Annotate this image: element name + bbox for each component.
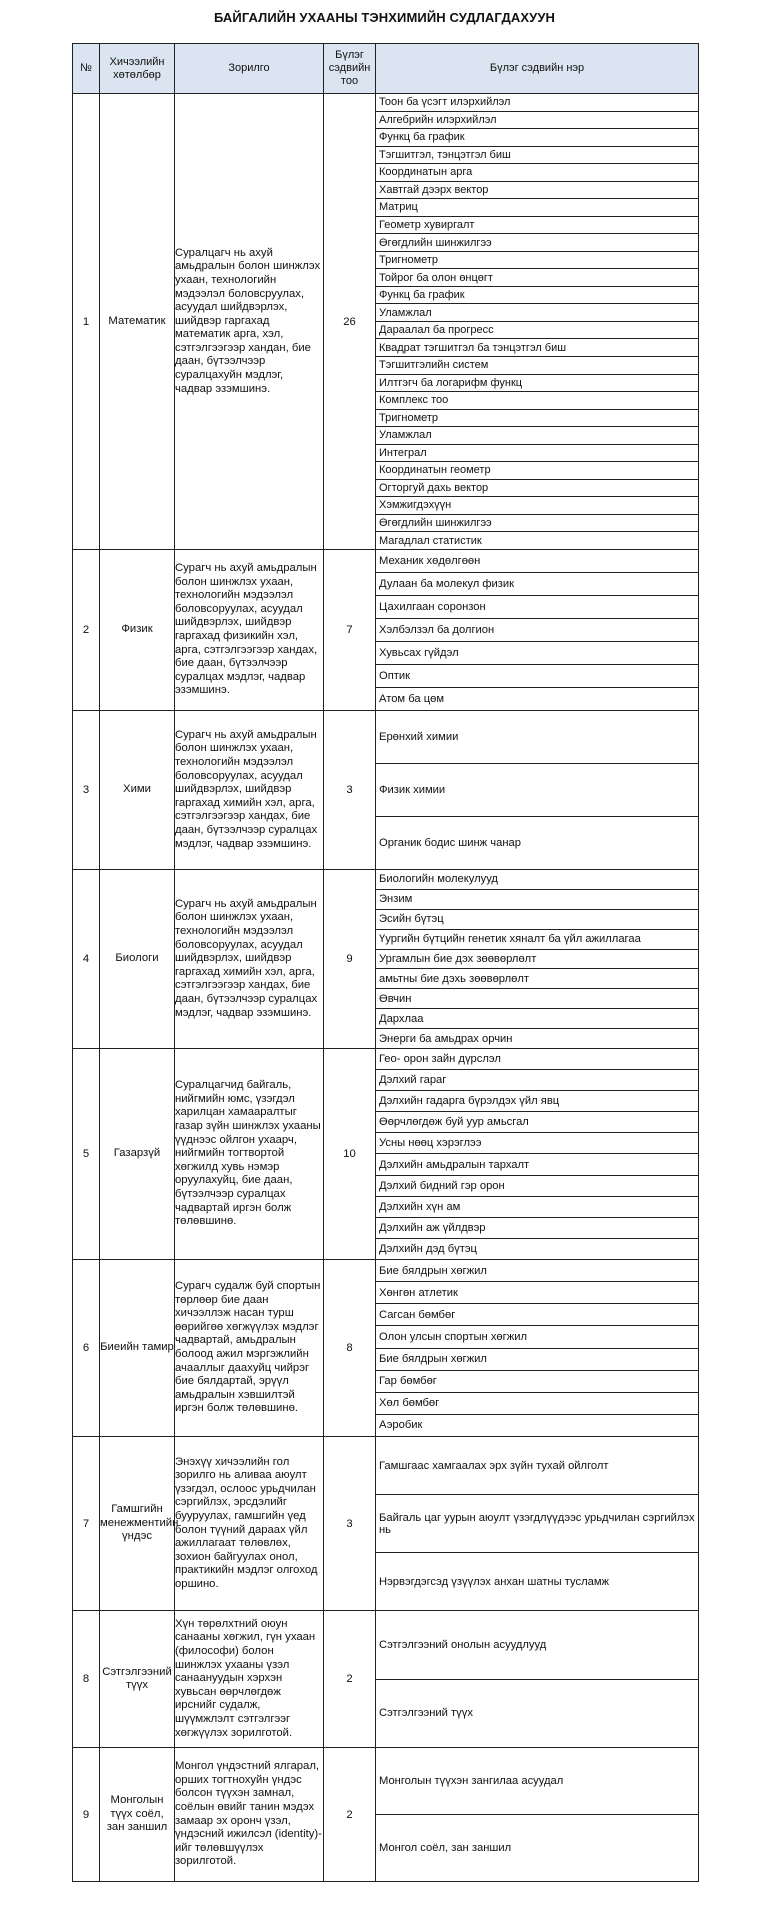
topic-item: Эсийн бүтэц [376, 909, 698, 929]
program-name: Физик [100, 550, 175, 711]
topic-list [376, 1437, 698, 1610]
topic-item: Өгөгдлийн шинжилгээ [376, 514, 698, 532]
topic-item: Биологийн молекулууд [379, 873, 498, 886]
program-goal: Хүн төрөлхтний оюун санааны хөгжил, гүн ухаан (философи) болон шинжлэх ухааны үзэл санаануудын хэрхэн хувьсан өөрчлөгдөж ирснийг судалж, шүүмжлэлт сэтгэлгээг хөгжүүлэх зорилготой. [175, 1611, 324, 1748]
program-name: Хими [100, 711, 175, 870]
page-title: БАЙГАЛИЙН УХААНЫ ТЭНХИМИЙН СУДЛАГДАХУУН [213, 10, 556, 25]
row-number: 3 [73, 711, 100, 870]
topic-item: Усны нөөц хэрэглээ [376, 1132, 698, 1153]
topic-item: Дэлхийн амьдралын тархалт [376, 1153, 698, 1174]
program-name: Математик [100, 94, 175, 550]
row-number: 7 [73, 1437, 100, 1611]
topic-item: Ургамлын бие дэх зөөвөрлөлт [376, 949, 698, 969]
topic-item: Нэрвэгдэгсэд үзүүлэх анхан шатны тусламж [376, 1552, 698, 1610]
topic-list-cell [376, 94, 699, 550]
topic-list-cell [376, 1260, 699, 1437]
topic-item: Тоон ба үсэгт илэрхийлэл [379, 96, 511, 109]
table-row [73, 1748, 699, 1882]
header-row [73, 44, 699, 94]
topic-count: 26 [324, 94, 376, 550]
row-number: 6 [73, 1260, 100, 1437]
header-topics: Бүлэг сэдвийн нэр [376, 44, 699, 94]
topic-item: Уламжлал [376, 426, 698, 444]
topic-item: Өөрчлөгдөж буй уур амьсгал [376, 1111, 698, 1132]
topic-item: Координатын геометр [376, 461, 698, 479]
topic-list-cell [376, 1748, 699, 1882]
topic-item: Ерөнхий химии [379, 731, 459, 743]
table-row [73, 1437, 699, 1611]
topic-item: Сагсан бөмбөг [376, 1303, 698, 1325]
topic-list [376, 1748, 698, 1881]
topic-item: Алгебрийн илэрхийлэл [376, 111, 698, 129]
topic-list [376, 711, 698, 869]
topic-item: Атом ба цөм [376, 687, 698, 710]
header-program: Хичээлийн хөтөлбөр [100, 44, 175, 94]
row-number: 2 [73, 550, 100, 711]
topic-item: Интеграл [376, 444, 698, 462]
program-name: Биеийн тамир [100, 1260, 175, 1437]
topic-item: Дэлхийн гадарга бүрэлдэх үйл явц [376, 1090, 698, 1111]
topic-item: Хөнгөн атлетик [376, 1281, 698, 1303]
topic-list [376, 550, 698, 710]
program-name: Гамшгийн менежментийн үндэс [100, 1437, 175, 1611]
topic-item: Дэлхийн дэд бүтэц [376, 1238, 698, 1259]
program-goal: Сурагч нь ахуй амьдралын болон шинжлэх ухаан, технологийн мэдээлэл боловсоруулах, асуудал шийдвэрлэх, шийдвэр гаргахад химийн хэл, арга, сэтгэлгээгээр хандах, бие даан, бүтээлчээр суралцах мэдлэг, чадвар эзэмшинэ. [175, 711, 324, 870]
topic-item: Уламжлал [376, 303, 698, 321]
topic-count: 7 [324, 550, 376, 711]
topic-count: 8 [324, 1260, 376, 1437]
row-number: 5 [73, 1049, 100, 1260]
topic-item: Хөл бөмбөг [376, 1392, 698, 1414]
topic-list [376, 1260, 698, 1436]
topic-item: Дэлхийн аж үйлдвэр [376, 1217, 698, 1238]
topic-item: Комплекс тоо [376, 391, 698, 409]
topic-item: Магадлал статистик [376, 531, 698, 549]
topic-item: Цахилгаан соронзон [376, 595, 698, 618]
topic-item: Хавтгай дээрх вектор [376, 181, 698, 199]
header-num: № [73, 44, 100, 94]
topic-list-cell [376, 870, 699, 1049]
topic-item: амьтны бие дэхь зөөвөрлөлт [376, 968, 698, 988]
topic-count: 3 [324, 1437, 376, 1611]
topic-count: 2 [324, 1748, 376, 1882]
row-number: 1 [73, 94, 100, 550]
topic-list [376, 1049, 698, 1259]
topic-item: Оптик [376, 664, 698, 687]
topic-item: Дараалал ба прогресс [376, 321, 698, 339]
table-row [73, 1260, 699, 1437]
topic-item: Механик хөдөлгөөн [379, 555, 481, 567]
topic-item: Гамшгаас хамгаалах эрх зүйн тухай ойлголт [379, 1459, 609, 1472]
program-goal: Монгол үндэстний ялгарал, орших тогтнохуйн үндэс болсон түүхэн замнал, соёлын өвийг танин мэдэх замаар эх оронч үзэл, үндэсний ижилсэл (identity)-ийг төлөвшүүлэх зорилготой. [175, 1748, 324, 1882]
topic-count: 2 [324, 1611, 376, 1748]
table-row [73, 94, 699, 550]
topic-list-cell [376, 711, 699, 870]
row-number: 9 [73, 1748, 100, 1882]
program-goal: Сурагч судалж буй спортын төрлөөр бие даан хичээллэж насан турш өөрийгөө хөгжүүлэх мэдлэг чадвартай, амьдралын болоод ажил мэргэжлийн ачааллыг даахуйц чийрэг бие бялдартай, эрүүл амьдралын хэвшилтэй иргэн болж төлөвшинө. [175, 1260, 324, 1437]
topic-item: Үургийн бүтцийн генетик хяналт ба үйл ажиллагаа [376, 929, 698, 949]
topic-item: Тригнометр [376, 409, 698, 427]
program-name: Сэтгэлгээний түүх [100, 1611, 175, 1748]
topic-item: Хэмжигдэхүүн [376, 496, 698, 514]
topic-list-cell [376, 550, 699, 711]
topic-item: Бие бялдрын хөгжил [376, 1348, 698, 1370]
topic-item: Аэробик [376, 1414, 698, 1436]
topic-item: Олон улсын спортын хөгжил [376, 1325, 698, 1347]
topic-item: Өгөгдлийн шинжилгээ [376, 233, 698, 251]
topic-item: Тойрог ба олон өнцөгт [376, 268, 698, 286]
program-name: Монголын түүх соёл, зан заншил [100, 1748, 175, 1882]
row-number: 4 [73, 870, 100, 1049]
table-row [73, 1049, 699, 1260]
table-row [73, 1611, 699, 1748]
program-name: Газарзүй [100, 1049, 175, 1260]
topic-item: Физик химии [376, 763, 698, 816]
topic-item: Байгаль цаг уурын аюулт үзэгдлүүдээс урьдчилан сэргийлэх нь [376, 1494, 698, 1552]
program-goal: Энэхүү хичээлийн гол зорилго нь аливаа аюулт үзэгдэл, ослоос урьдчилан сэргийлэх, эрсдэлийг бууруулах, гамшгийн үед болон түүний дараах үйл ажиллагаат төлөвлөх, зохион байгуулах онол, практикийн мэдлэг олгоход оршино. [175, 1437, 324, 1611]
topic-item: Квадрат тэгшитгэл ба тэнцэтгэл биш [376, 338, 698, 356]
topic-list-cell [376, 1611, 699, 1748]
topic-item: Энерги ба амьдрах орчин [376, 1028, 698, 1048]
topic-item: Сэтгэлгээний түүх [376, 1679, 698, 1748]
topic-item: Гео- орон зайн дүрслэл [379, 1053, 501, 1066]
topic-item: Сэтгэлгээний онолын асуудлууд [379, 1638, 547, 1651]
topic-item: Дулаан ба молекул физик [376, 572, 698, 595]
topic-item: Өвчин [376, 988, 698, 1008]
topic-item: Хэлбэлзэл ба долгион [376, 618, 698, 641]
topic-count: 3 [324, 711, 376, 870]
topic-item: Органик бодис шинж чанар [376, 816, 698, 869]
topic-item: Бие бялдрын хөгжил [379, 1264, 487, 1277]
topic-list [376, 1611, 698, 1747]
topic-list-cell [376, 1437, 699, 1611]
program-name: Биологи [100, 870, 175, 1049]
topic-item: Координатын арга [376, 163, 698, 181]
topic-item: Монголын түүхэн зангилаа асуудал [379, 1775, 564, 1787]
topic-count: 10 [324, 1049, 376, 1260]
topic-item: Функц ба график [376, 286, 698, 304]
topic-item: Тэгшитгэлийн систем [376, 356, 698, 374]
topic-item: Тригнометр [376, 251, 698, 269]
table-body [73, 94, 699, 1882]
table-row [73, 550, 699, 711]
table-row [73, 711, 699, 870]
topic-item: Дэлхий гараг [376, 1069, 698, 1090]
program-goal: Суралцагчид байгаль, нийгмийн юмс, үзэгдэл харилцан хамааралтыг газар зүйн шинжлэх ухааны үүднээс ойлгон ухаарч, нийгмийн тогтвортой хөгжилд хувь нэмэр оруулахуйц, бие даан, бүтээлчээр суралцах чадвартай иргэн болж төлөвшинө. [175, 1049, 324, 1260]
header-count: Бүлэг сэдвийн тоо [324, 44, 376, 94]
topic-item: Дэлхийн хүн ам [376, 1196, 698, 1217]
topic-item: Геометр хувиргалт [376, 216, 698, 234]
program-goal: Суралцагч нь ахуй амьдралын болон шинжлэх ухаан, технологийн мэдээлэл боловсруулах, асуудал шийдвэрлэх, шийдвэр гаргахад математик арга, хэл, сэтгэлгээгээр хандан, бие даан, бүтээлчээр суралцахуйн мэдлэг, чадвар эзэмшинэ. [175, 94, 324, 550]
curriculum-table [72, 43, 699, 1882]
topic-list [376, 94, 698, 549]
topic-item: Гар бөмбөг [376, 1370, 698, 1392]
topic-count: 9 [324, 870, 376, 1049]
topic-item: Огторгуй дахь вектор [376, 479, 698, 497]
table-row [73, 870, 699, 1049]
topic-item: Матриц [376, 198, 698, 216]
topic-item: Функц ба график [376, 128, 698, 146]
row-number: 8 [73, 1611, 100, 1748]
topic-item: Энзим [376, 889, 698, 909]
topic-item: Илтгэгч ба логарифм функц [376, 374, 698, 392]
program-goal: Сурагч нь ахуй амьдралын болон шинжлэх ухаан, технологийн мэдээлэл боловсоруулах, асуудал шийдвэрлэх, шийдвэр гаргахад химийн хэл, арга, сэтгэлгээгээр хандах, бие даан, бүтээлчээр суралцах мэдлэг, чадвар эзэмшинэ. [175, 870, 324, 1049]
program-goal: Сурагч нь ахуй амьдралын болон шинжлэх ухаан, технологийн мэдээлэл боловсоруулах, асуудал шийдвэрлэх, шийдвэр гаргахад физикийн хэл, арга, сэтгэлгээгээр хандах, бие даан, бүтээлчээр суралцах мэдлэг, чадвар эзэмшинэ. [175, 550, 324, 711]
header-goal: Зорилго [175, 44, 324, 94]
topic-item: Тэгшитгэл, тэнцэтгэл биш [376, 146, 698, 164]
topic-item: Дархлаа [376, 1008, 698, 1028]
topic-item: Монгол соёл, зан заншил [376, 1814, 698, 1881]
topic-item: Дэлхий бидний гэр орон [376, 1175, 698, 1196]
topic-item: Хувьсах гүйдэл [376, 641, 698, 664]
topic-list-cell [376, 1049, 699, 1260]
topic-list [376, 870, 698, 1048]
